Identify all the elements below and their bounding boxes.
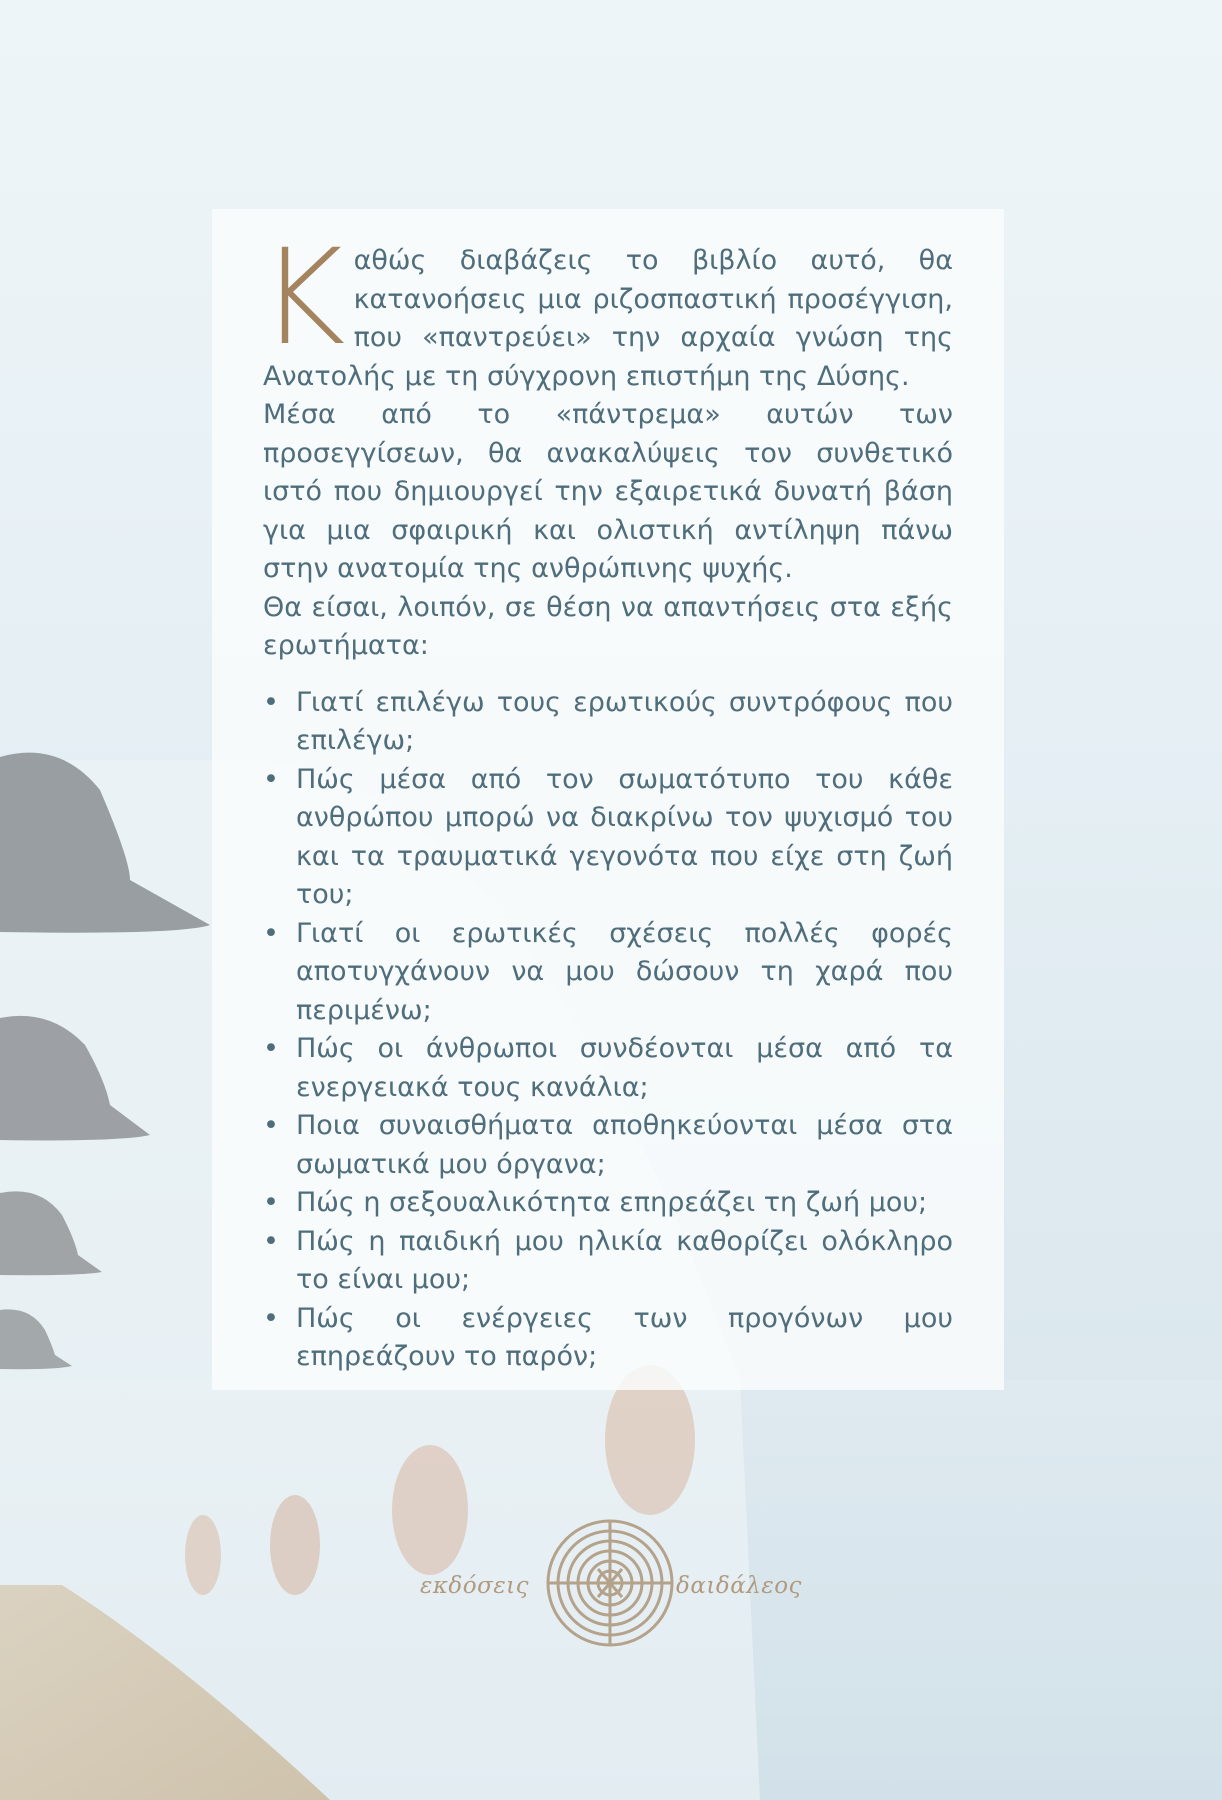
list-item: • Πώς οι άνθρωποι συνδέονται μέσα από τα ενεργειακά τους κανάλια;	[263, 1030, 953, 1107]
intro-text: αθώς διαβάζεις το βιβλίο αυτό, θα κατανοήσεις μια ριζοσπαστική προσέγγιση, που «παντρεύει» την αρχαία γνώση της Ανατολής με τη σύγχρονη επιστήμη της Δύσης.	[263, 245, 953, 392]
publisher-left-word: εκδόσεις	[420, 1573, 530, 1599]
labyrinth-icon	[540, 1513, 680, 1653]
drop-cap: Κ	[259, 221, 346, 375]
list-item: • Πώς η παιδική μου ηλικία καθορίζει ολόκληρο το είναι μου;	[263, 1223, 953, 1300]
list-item: • Ποια συναισθήματα αποθηκεύονται μέσα στα σωματικά μου όργανα;	[263, 1107, 953, 1184]
body-paragraph: Μέσα από το «πάντρεμα» αυτών των προσεγγίσεων, θα ανακαλύψεις τον συνθετικό ιστό που δημιουργεί την εξαιρετικά δυνατή βάση για μια σφαιρική και ολιστική αντίληψη πάνω στην ανατομία της ανθρώπινης ψυχής.	[263, 399, 953, 584]
list-item: • Γιατί επιλέγω τους ερωτικούς συντρόφους που επιλέγω;	[263, 684, 953, 761]
list-item: • Πώς η σεξουαλικότητα επηρεάζει τη ζωή μου;	[263, 1184, 953, 1223]
cover-text	[259, 221, 953, 1377]
questions-lead: Θα είσαι, λοιπόν, σε θέση να απαντήσεις στα εξής ερωτήματα:	[263, 591, 953, 661]
questions-list	[263, 684, 953, 1377]
publisher-logo	[420, 1513, 820, 1653]
intro-paragraph	[259, 221, 953, 396]
publisher-right-word: δαιδάλεος	[676, 1573, 802, 1599]
list-item: • Πώς μέσα από τον σωματότυπο του κάθε ανθρώπου μπορώ να διακρίνω τον ψυχισμό του και τα τραυματικά γεγονότα που είχε στη ζωή του;	[263, 761, 953, 915]
list-item: • Πώς οι ενέργειες των προγόνων μου επηρεάζουν το παρόν;	[263, 1300, 953, 1377]
list-item: • Γιατί οι ερωτικές σχέσεις πολλές φορές αποτυγχάνουν να μου δώσουν τη χαρά που περιμένω;	[263, 915, 953, 1031]
